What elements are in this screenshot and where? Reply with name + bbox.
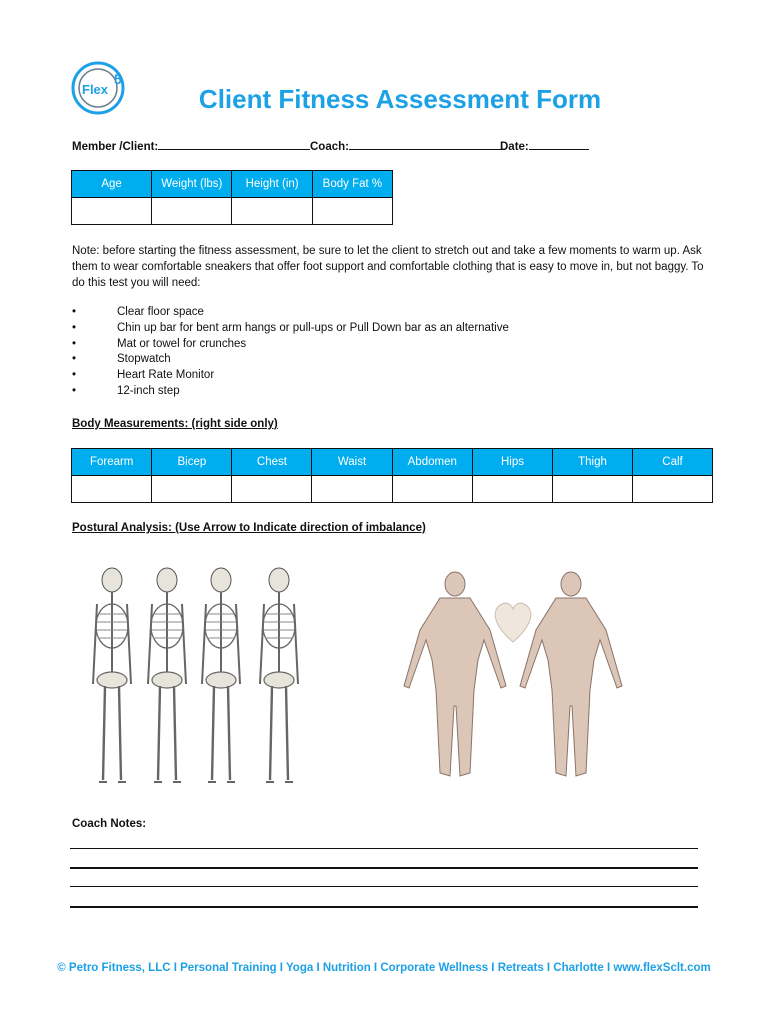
date-blank[interactable] [529,138,589,150]
supply-text: Stopwatch [117,353,171,366]
table-row [72,198,393,225]
body-measurements-table [71,448,713,503]
header-chest: Chest [232,449,312,476]
supply-text: Clear floor space [117,306,204,318]
table-header-row [72,171,393,198]
date-label: Date: [500,141,529,153]
notes-line[interactable] [70,886,698,887]
calf-cell[interactable] [633,476,713,503]
notes-line[interactable] [70,867,698,869]
list-item [72,305,509,321]
date-field [500,138,589,153]
coach-notes-label: Coach Notes: [72,818,147,830]
bullet: • [72,369,77,382]
table-header-row [72,449,713,476]
forearm-cell[interactable] [72,476,152,503]
list-item [72,368,509,384]
note-paragraph: Note: before starting the fitness assessment, be sure to let the client to stretch out and take a few moments to warm up. Ask them to wear comfortable sneakers that offer foot support and comfortable clothing that is easy to move in, but not baggy. To do this test you will need: [72,245,704,289]
header-thigh: Thigh [552,449,632,476]
flex5-logo [70,56,130,120]
supply-text: Chin up bar for bent arm hangs or pull-ups or Pull Down bar as an alternative [117,321,509,334]
header-body-fat: Body Fat % [312,171,392,198]
waist-cell[interactable] [312,476,392,503]
bullet: • [72,384,77,397]
chest-cell[interactable] [232,476,312,503]
coach-blank[interactable] [349,138,501,150]
body-measurements-heading: Body Measurements: (right side only) [72,418,278,430]
skeleton-illustrations [72,562,324,794]
bullet: • [72,306,77,318]
footer-text: © Petro Fitness, LLC I Personal Training I Yoga I Nutrition I Corporate Wellness I Retreats I Charlotte I www.flexSclt.com [57,962,711,974]
bullet: • [72,321,77,334]
supply-text: 12-inch step [117,384,180,397]
table-row [72,476,713,503]
weight-cell[interactable] [152,198,232,225]
member-label: Member /Client: [72,141,159,153]
height-cell[interactable] [232,198,312,225]
notes-line[interactable] [70,848,698,849]
muscle-body-illustrations [398,568,628,788]
bullet: • [72,353,77,366]
front-body-figure [404,572,506,776]
heart-icon [495,603,531,642]
hips-cell[interactable] [472,476,552,503]
logo-text: Flex [82,82,109,97]
header-weight: Weight (lbs) [152,171,232,198]
supply-text: Mat or towel for crunches [117,337,247,350]
header-abdomen: Abdomen [392,449,472,476]
back-body-figure [520,572,622,776]
supply-text: Heart Rate Monitor [117,369,215,382]
header-hips: Hips [472,449,552,476]
header-forearm: Forearm [72,449,152,476]
body-fat-cell[interactable] [312,198,392,225]
list-item [72,352,509,368]
age-cell[interactable] [72,198,152,225]
logo-mark: 5 [114,71,122,87]
postural-analysis-heading: Postural Analysis: (Use Arrow to Indicate direction of imbalance) [72,522,426,534]
coach-label: Coach: [310,141,349,153]
basic-info-table [71,170,393,225]
list-item [72,384,509,400]
header-waist: Waist [312,449,392,476]
header-age: Age [72,171,152,198]
thigh-cell[interactable] [552,476,632,503]
header-calf: Calf [633,449,713,476]
bullet: • [72,337,77,350]
abdomen-cell[interactable] [392,476,472,503]
header-height: Height (in) [232,171,312,198]
page-title: Client Fitness Assessment Form [198,84,602,114]
notes-line[interactable] [70,906,698,908]
member-blank[interactable] [158,138,310,150]
header-bicep: Bicep [152,449,232,476]
member-field [72,138,310,153]
list-item [72,321,509,337]
bicep-cell[interactable] [152,476,232,503]
supplies-list [72,305,509,400]
coach-field [310,138,501,153]
list-item [72,337,509,353]
